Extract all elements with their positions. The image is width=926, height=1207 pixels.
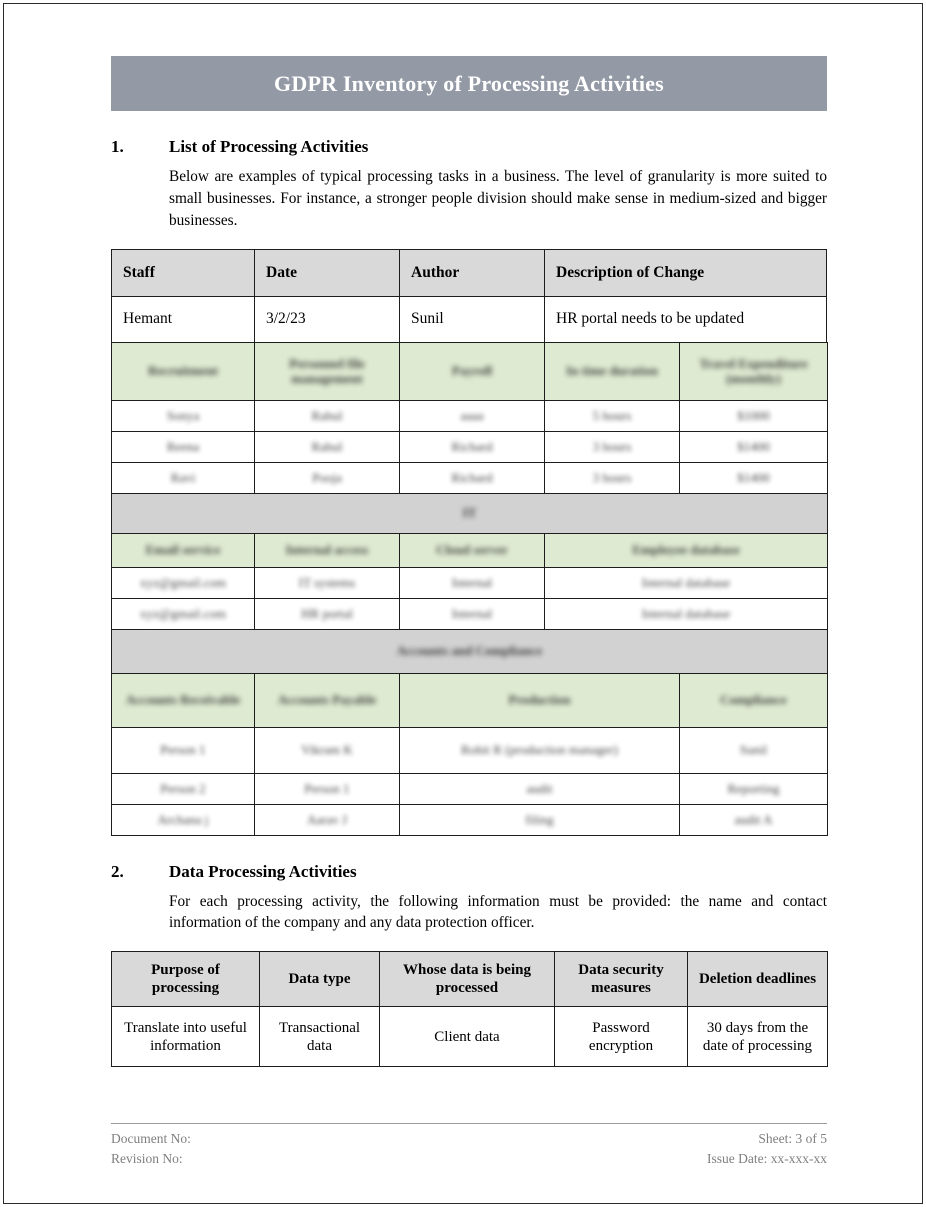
cell-personnel-file: Pooja	[255, 462, 400, 493]
section-2-number: 2.	[111, 861, 124, 881]
cell-payroll: Richard	[400, 462, 545, 493]
section-1-heading	[111, 137, 827, 157]
column-header-employee-database: Employee database	[545, 533, 828, 567]
section-2-heading	[111, 862, 827, 882]
table-row	[112, 1007, 828, 1067]
column-header-accounts-receivable: Accounts Receivable	[112, 673, 255, 727]
redacted-header-row-hr	[112, 342, 828, 400]
column-header-data-security-measures: Data security measures	[555, 952, 688, 1007]
cell-travel-expenditure: $1000	[680, 400, 828, 431]
cell-deletion-deadlines: 30 days from the date of processing	[688, 1007, 828, 1067]
cell-data-type: Transactional data	[260, 1007, 380, 1067]
section-list-of-processing-activities	[111, 137, 827, 232]
column-header-internal-access: Internal access	[255, 533, 400, 567]
group-band-row-it	[112, 493, 828, 533]
table-row	[112, 431, 828, 462]
cell-author: Sunil	[400, 296, 545, 342]
table-row	[112, 400, 828, 431]
table-row	[112, 773, 828, 804]
data-processing-activities-table	[111, 951, 828, 1067]
column-header-staff: Staff	[112, 249, 255, 296]
cell-internal-access: HR portal	[255, 598, 400, 629]
cell-compliance: audit A	[680, 804, 828, 835]
column-header-cloud-server: Cloud server	[400, 533, 545, 567]
cell-email-service: xyz@gmail.com	[112, 567, 255, 598]
column-header-personnel-file-management: Personnel file management	[255, 342, 400, 400]
cell-payroll: aaaa	[400, 400, 545, 431]
section-data-processing-activities	[111, 862, 827, 935]
redacted-header-row-it	[112, 533, 828, 567]
cell-staff: Hemant	[112, 296, 255, 342]
section-2-paragraph: For each processing activity, the following information must be provided: the name and contact information of the company and any data protection officer.	[169, 892, 827, 932]
table-header-row	[112, 952, 828, 1007]
table-row	[112, 462, 828, 493]
cell-cloud-server: Internal	[400, 567, 545, 598]
column-header-whose-data-is-being-processed: Whose data is being processed	[380, 952, 555, 1007]
table-row	[112, 567, 828, 598]
column-header-data-type: Data type	[260, 952, 380, 1007]
cell-internal-access: IT systems	[255, 567, 400, 598]
cell-production: filing	[400, 804, 680, 835]
cell-personnel-file: Rahul	[255, 431, 400, 462]
cell-production: audit	[400, 773, 680, 804]
column-header-travel-expenditure: Travel Expenditure (monthly)	[680, 342, 828, 400]
changelog-table	[111, 249, 827, 343]
document-content	[111, 56, 827, 1067]
footer-issue-date: Issue Date: xx-xxx-xx	[707, 1150, 827, 1166]
cell-personnel-file: Rahul	[255, 400, 400, 431]
column-header-deletion-deadlines: Deletion deadlines	[688, 952, 828, 1007]
column-header-compliance: Compliance	[680, 673, 828, 727]
cell-accounts-payable: Vikram K	[255, 727, 400, 773]
document-banner	[111, 56, 827, 111]
cell-data-security-measures: Password encryption	[555, 1007, 688, 1067]
cell-purpose-of-processing: Translate into useful information	[112, 1007, 260, 1067]
section-1-title: List of Processing Activities	[169, 137, 369, 156]
cell-accounts-receivable: Person 2	[112, 773, 255, 804]
cell-description-of-change: HR portal needs to be updated	[545, 296, 827, 342]
cell-date: 3/2/23	[255, 296, 400, 342]
footer-right	[707, 1129, 827, 1168]
document-page	[3, 3, 923, 1204]
footer-document-no: Document No:	[111, 1131, 191, 1146]
cell-employee-database: Internal database	[545, 567, 828, 598]
cell-whose-data-is-being-processed: Client data	[380, 1007, 555, 1067]
column-header-recruitment: Recruitment	[112, 342, 255, 400]
column-header-description-of-change: Description of Change	[545, 249, 827, 296]
table-header-row	[112, 249, 827, 296]
page-footer	[111, 1123, 827, 1168]
cell-compliance: Reporting	[680, 773, 828, 804]
table-row	[112, 804, 828, 835]
cell-cloud-server: Internal	[400, 598, 545, 629]
cell-email-service: xyz@gmail.com	[112, 598, 255, 629]
column-header-accounts-payable: Accounts Payable	[255, 673, 400, 727]
section-1-paragraph: Below are examples of typical processing tasks in a business. The level of granularity is more suited to small businesses. For instance, a stronger people division should make sense in medium-sized and bigger businesses.	[169, 168, 827, 229]
cell-accounts-receivable: Person 1	[112, 727, 255, 773]
cell-employee-database: Internal database	[545, 598, 828, 629]
section-2-title: Data Processing Activities	[169, 861, 357, 881]
column-header-purpose-of-processing: Purpose of processing	[112, 952, 260, 1007]
group-band-row-accounts	[112, 629, 828, 673]
footer-sheet-number: Sheet: 3 of 5	[758, 1131, 827, 1146]
cell-payroll: Richard	[400, 431, 545, 462]
document-title: GDPR Inventory of Processing Activities	[274, 70, 664, 96]
section-1-number: 1.	[111, 137, 124, 156]
cell-recruitment: Sonya	[112, 400, 255, 431]
column-header-payroll: Payroll	[400, 342, 545, 400]
cell-accounts-payable: Aarav J	[255, 804, 400, 835]
column-header-email-service: Email service	[112, 533, 255, 567]
cell-production: Rohit R (production manager)	[400, 727, 680, 773]
column-header-production: Production	[400, 673, 680, 727]
column-header-date: Date	[255, 249, 400, 296]
cell-in-time-duration: 5 hours	[545, 400, 680, 431]
processing-activities-redacted-table	[111, 342, 828, 836]
cell-compliance: Sunil	[680, 727, 828, 773]
cell-accounts-receivable: Archana j	[112, 804, 255, 835]
table-row	[112, 296, 827, 342]
group-title-accounts-and-compliance: Accounts and Compliance	[112, 629, 828, 673]
cell-in-time-duration: 3 hours	[545, 462, 680, 493]
redacted-header-row-accounts	[112, 673, 828, 727]
table-row	[112, 727, 828, 773]
cell-travel-expenditure: $1400	[680, 462, 828, 493]
cell-recruitment: Reena	[112, 431, 255, 462]
cell-travel-expenditure: $1400	[680, 431, 828, 462]
cell-in-time-duration: 3 hours	[545, 431, 680, 462]
footer-left	[111, 1129, 191, 1168]
column-header-in-time-duration: In time duration	[545, 342, 680, 400]
footer-revision-no: Revision No:	[111, 1150, 183, 1166]
column-header-author: Author	[400, 249, 545, 296]
table-row	[112, 598, 828, 629]
cell-accounts-payable: Person 1	[255, 773, 400, 804]
group-title-it: IT	[112, 493, 828, 533]
cell-recruitment: Ravi	[112, 462, 255, 493]
